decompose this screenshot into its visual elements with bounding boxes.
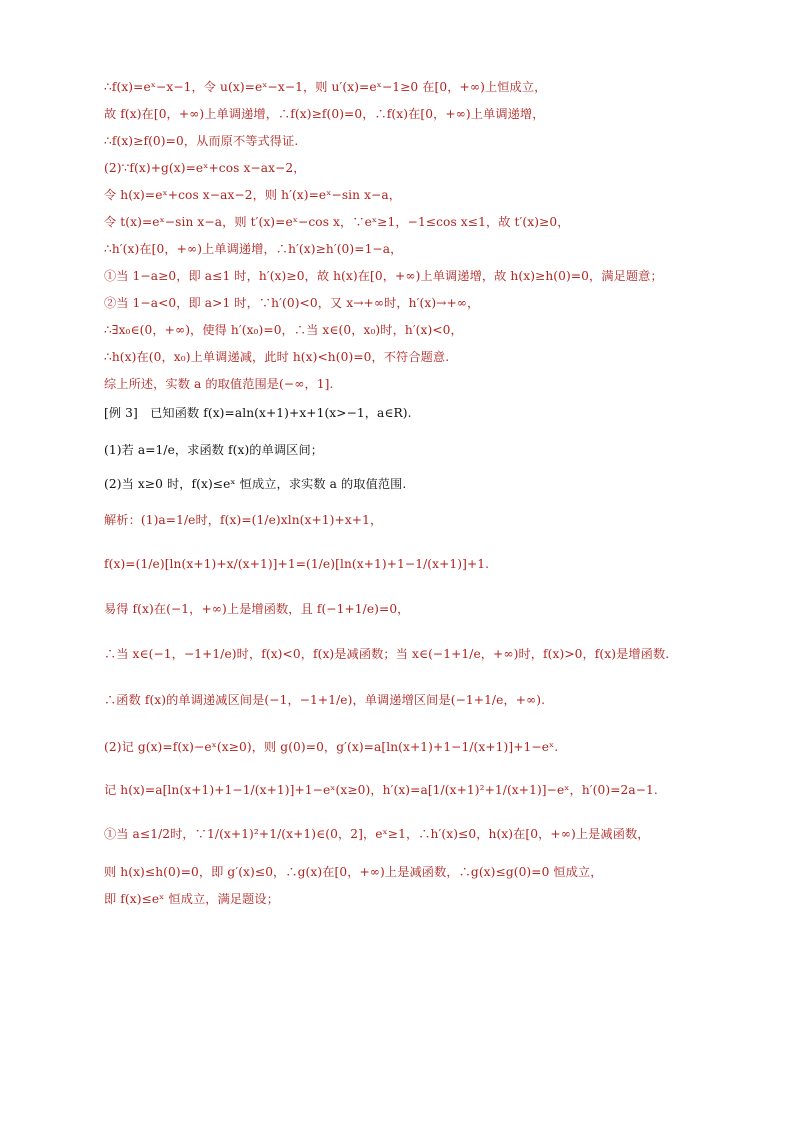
problem-part-2: (2)当 x≥0 时，f(x)≤eˣ 恒成立，求实数 a 的取值范围. [104,477,407,491]
text-line: 令 h(x)=eˣ+cos x−ax−2，则 h′(x)=eˣ−sin x−a， [104,188,402,202]
text-line: f(x)=(1/e)[ln(x+1)+x/(x+1)]+1=(1/e)[ln(x+1)+1−1/(x+1)]+1. [104,557,490,571]
text-line: ①当 a≤1/2时，∵1/(x+1)²+1/(x+1)∈(0，2]，eˣ≥1，∴h′(x)≤0，h(x)在[0，+∞)上是减函数， [104,827,650,841]
text-line: ∴h(x)在(0，x₀)上单调递减，此时 h(x)<h(0)=0，不符合题意. [104,350,450,364]
text-line: (2)∵f(x)+g(x)=eˣ+cos x−ax−2， [104,161,306,175]
text-line: ∴f(x)=eˣ−x−1，令 u(x)=eˣ−x−1，则 u′(x)=eˣ−1≥0 在[0，+∞)上恒成立， [104,80,547,94]
text-line: ∴函数 f(x)的单调递减区间是(−1，−1+1/e)，单调递增区间是(−1+1/e，+∞). [104,693,546,707]
text-line: ①当 1−a≥0，即 a≤1 时，h′(x)≥0，故 h(x)在[0，+∞)上单调递增，故 h(x)≥h(0)=0，满足题意； [104,269,663,283]
text-line: ∴∃x₀∈(0，+∞)，使得 h′(x₀)=0，∴当 x∈(0，x₀)时，h′(x)<0， [104,323,463,337]
text-line: 解析：(1)a=1/e时，f(x)=(1/e)xln(x+1)+x+1， [104,513,383,527]
text-line: 易得 f(x)在(−1，+∞)上是增函数，且 f(−1+1/e)=0， [104,602,410,616]
text-line: 即 f(x)≤eˣ 恒成立，满足题设； [104,892,280,906]
text-line: 记 h(x)=a[ln(x+1)+1−1/(x+1)]+1−eˣ(x≥0)，h′(x)=a[1/(x+1)²+1/(x+1)]−eˣ，h′(0)=2a−1. [104,783,658,797]
text-line: ∴f(x)≥f(0)=0，从而原不等式得证. [104,134,299,148]
text-line: 则 h(x)≤h(0)=0，即 g′(x)≤0，∴g(x)在[0，+∞)上是减函数，∴g(x)≤g(0)=0 恒成立， [104,865,603,879]
text-line: ∴当 x∈(−1，−1+1/e)时，f(x)<0，f(x)是减函数；当 x∈(−1+1/e，+∞)时，f(x)>0，f(x)是增函数. [104,647,670,661]
text-line: 综上所述，实数 a 的取值范围是(−∞，1]. [104,377,334,391]
problem-part-1: (1)若 a=1/e，求函数 f(x)的单调区间； [104,443,324,457]
text-line: (2)记 g(x)=f(x)−eˣ(x≥0)，则 g(0)=0，g′(x)=a[ln(x+1)+1−1/(x+1)]+1−eˣ. [104,740,559,754]
example-heading: [例 3] 已知函数 f(x)=aln(x+1)+x+1(x>−1，a∈R). [104,406,412,420]
text-line: ∴h′(x)在[0，+∞)上单调递增，∴h′(x)≥h′(0)=1−a， [104,242,403,256]
text-line: 令 t(x)=eˣ−sin x−a，则 t′(x)=eˣ−cos x，∵eˣ≥1，−1≤cos x≤1，故 t′(x)≥0， [104,215,570,229]
text-line: ②当 1−a<0，即 a>1 时，∵h′(0)<0，又 x→+∞时，h′(x)→+∞， [104,296,480,310]
text-line: 故 f(x)在[0，+∞)上单调递增，∴f(x)≥f(0)=0，∴f(x)在[0，+∞)上单调递增， [104,107,545,121]
